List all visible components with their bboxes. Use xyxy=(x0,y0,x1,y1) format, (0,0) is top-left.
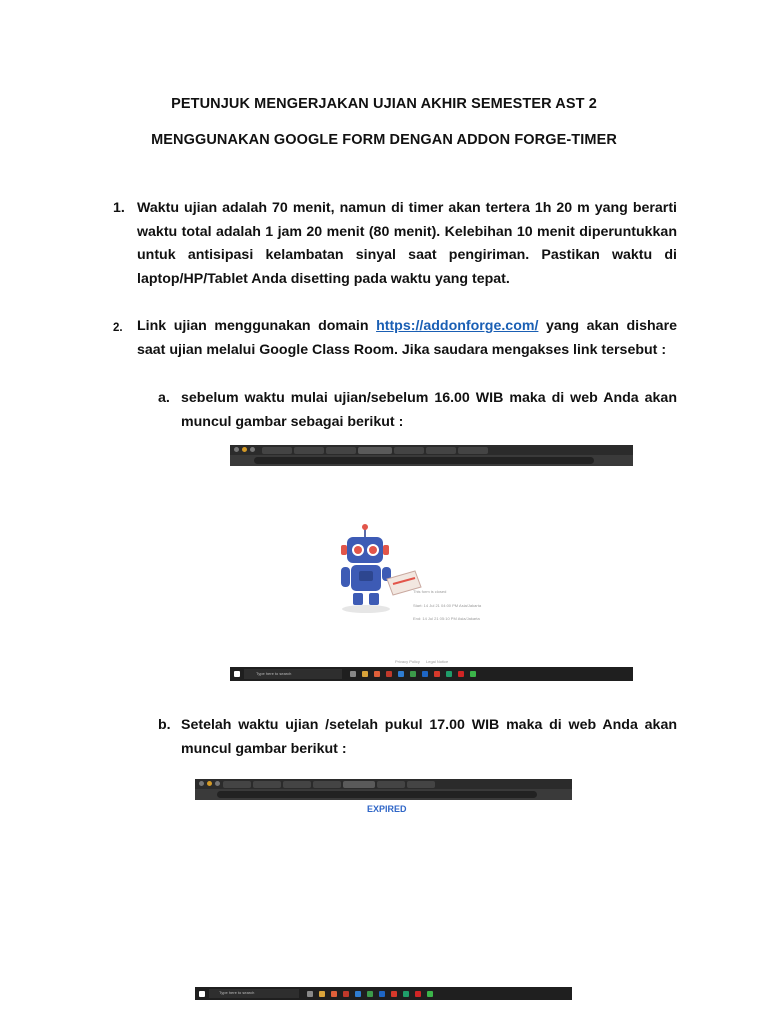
browser-address-bar xyxy=(195,789,572,800)
item-a-letter: a. xyxy=(158,390,170,406)
screenshot-before-exam xyxy=(230,445,633,681)
windows-taskbar xyxy=(195,987,572,1000)
robot-illustration xyxy=(335,523,425,615)
expired-banner: EXPIRED xyxy=(367,804,407,814)
item-2-text-before: Link ujian menggunakan domain xyxy=(137,318,377,334)
item-1-number: 1. xyxy=(113,200,125,216)
item-b-text: Setelah waktu ujian /setelah pukul 17.00 WIB maka di web Anda akan muncul gambar berikut : xyxy=(181,717,677,757)
form-start-time: Start: 14 Jul 21 04:00 PM Asia/Jakarta xyxy=(413,603,482,608)
document-title-line-1: PETUNJUK MENGERJAKAN UJIAN AKHIR SEMESTER AST 2 xyxy=(171,96,597,112)
privacy-policy-link[interactable]: Privacy Policy xyxy=(395,659,420,664)
browser-address-bar xyxy=(230,455,633,466)
addonforge-link[interactable]: https://addonforge.com/ xyxy=(376,318,539,334)
windows-start-icon[interactable] xyxy=(199,991,205,997)
document-title-line-2: MENGGUNAKAN GOOGLE FORM DENGAN ADDON FORGE-TIMER xyxy=(151,132,617,148)
windows-start-icon[interactable] xyxy=(234,671,240,677)
item-a-text: sebelum waktu mulai ujian/sebelum 16.00 WIB maka di web Anda akan muncul gambar sebagai berikut : xyxy=(181,390,677,430)
browser-tab-bar xyxy=(230,445,633,455)
item-1-text: Waktu ujian adalah 70 menit, namun di timer akan tertera 1h 20 m yang berarti waktu total adalah 1 jam 20 menit (80 menit). Kelebihan 10 menit diperuntukkan untuk antisipasi kelambatan sinyal saat pengiriman. Pastikan waktu di laptop/HP/Tablet Anda disetting pada waktu yang tepat. xyxy=(137,200,677,288)
item-2-number: 2. xyxy=(113,322,123,334)
taskbar-search-input[interactable]: Type here to search xyxy=(219,990,255,995)
legal-notice-link[interactable]: Legal Notice xyxy=(426,659,449,664)
item-2-text xyxy=(137,315,677,362)
form-end-time: End: 14 Jul 21 05:10 PM Asia/Jakarta xyxy=(413,616,480,621)
taskbar-search-input[interactable]: Type here to search xyxy=(256,671,292,676)
browser-tab-bar xyxy=(195,779,572,789)
windows-taskbar xyxy=(230,667,633,681)
item-2-text-after: yang akan dishare saat ujian melalui Google Class Room. Jika saudara mengakses link tersebut : xyxy=(137,318,677,358)
form-closed-status: This form is closed xyxy=(413,589,447,594)
screenshot-after-exam xyxy=(195,779,572,1000)
item-b-letter: b. xyxy=(158,717,171,733)
